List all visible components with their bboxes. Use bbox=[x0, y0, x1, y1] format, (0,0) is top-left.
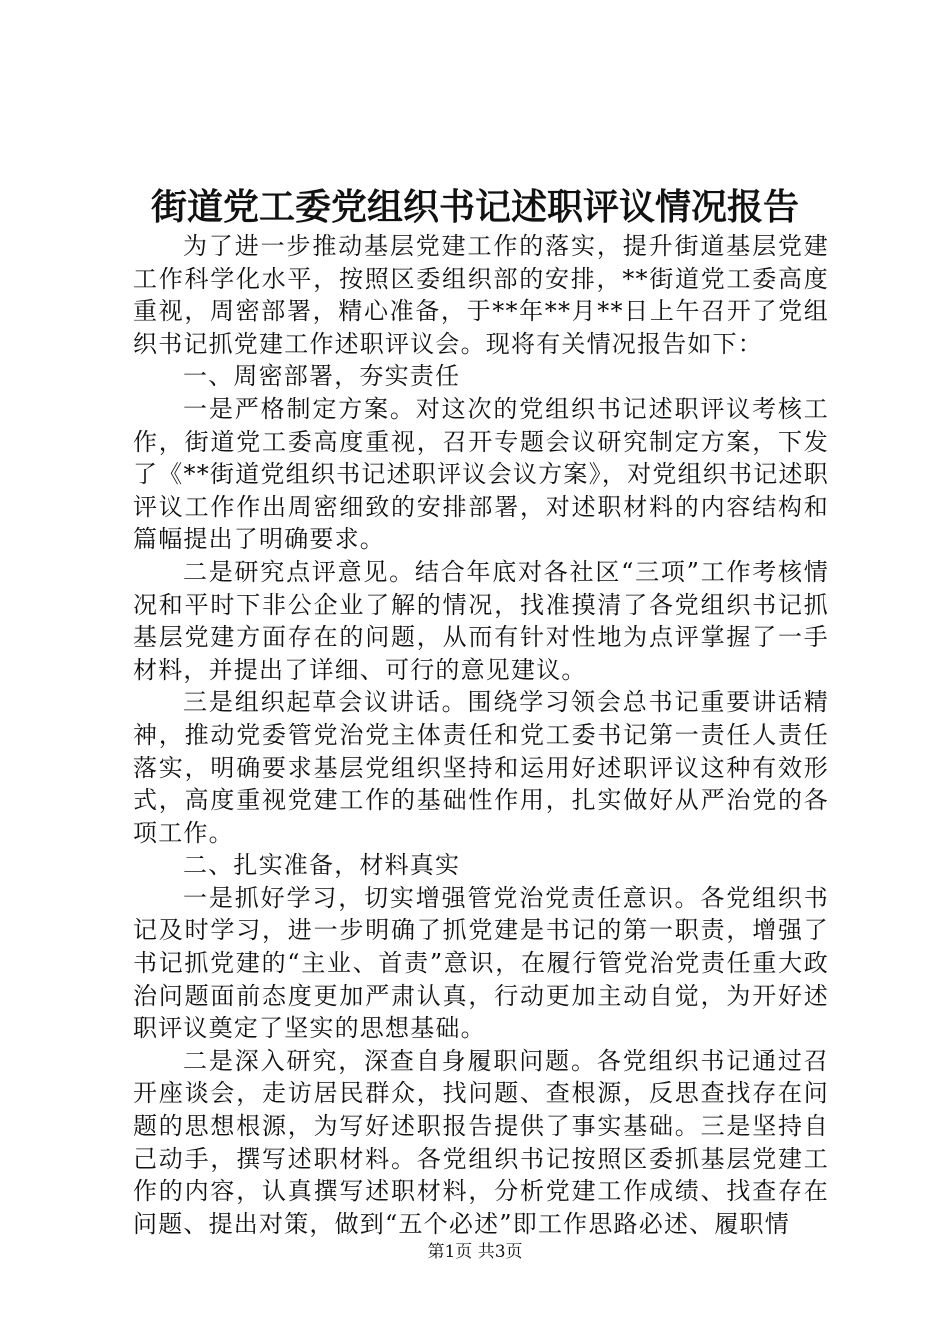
paragraph-review: 二是研究点评意见。结合年底对各社区“三项”工作考核情况和平时下非公企业了解的情况，找准摸清了各党组织书记抓基层党建方面存在的问题，从而有针对性地为点评掌握了一手材料，并提出了详细、可行的意见建议。 bbox=[133, 557, 829, 684]
page-number-footer: 第1页 共3页 bbox=[427, 1242, 523, 1262]
document-title: 街道党工委党组织书记述职评议情况报告 bbox=[150, 186, 799, 228]
intro-paragraph: 为了进一步推动基层党建工作的落实，提升街道基层党建工作科学化水平，按照区委组织部的安排，**街道党工委高度重视，周密部署，精心准备，于**年**月**日上午召开了党组织书记抓党建工作述职评议会。现将有关情况报告如下： bbox=[133, 232, 829, 358]
paragraph-research: 二是深入研究，深查自身履职问题。各党组织书记通过召开座谈会，走访居民群众，找问题、查根源，反思查找存在问题的思想根源，为写好述职报告提供了事实基础。三是坚持自己动手，撰写述职材料。各党组织书记按照区委抓基层党建工作的内容，认真撰写述职材料，分析党建工作成绩、找查存在问题、提出对策，做到“五个必述”即工作思路必述、履职情 bbox=[133, 1046, 829, 1238]
paragraph-plan: 一是严格制定方案。对这次的党组织书记述职评议考核工作，街道党工委高度重视，召开专题会议研究制定方案，下发了《**街道党组织书记述职评议会议方案》，对党组织书记述职评议工作作出周密细致的安排部署，对述职材料的内容结构和篇幅提出了明确要求。 bbox=[133, 394, 829, 554]
section-heading-2: 二、扎实准备，材料真实 bbox=[183, 851, 461, 880]
paragraph-speech: 三是组织起草会议讲话。围绕学习领会总书记重要讲话精神，推动党委管党治党主体责任和党工委书记第一责任人责任落实，明确要求基层党组织坚持和运用好述职评议这种有效形式，高度重视党建工作的基础性作用，扎实做好从严治党的各项工作。 bbox=[133, 688, 829, 847]
section-heading-1: 一、周密部署，夯实责任 bbox=[183, 362, 461, 391]
paragraph-study: 一是抓好学习，切实增强管党治党责任意识。各党组织书记及时学习，进一步明确了抓党建是书记的第一职责，增强了书记抓党建的“主业、首责”意识，在履行管党治党责任重大政治问题面前态度更加严肃认真，行动更加主动自觉，为开好述职评议奠定了坚实的思想基础。 bbox=[133, 883, 829, 1043]
document-body bbox=[133, 230, 829, 1240]
